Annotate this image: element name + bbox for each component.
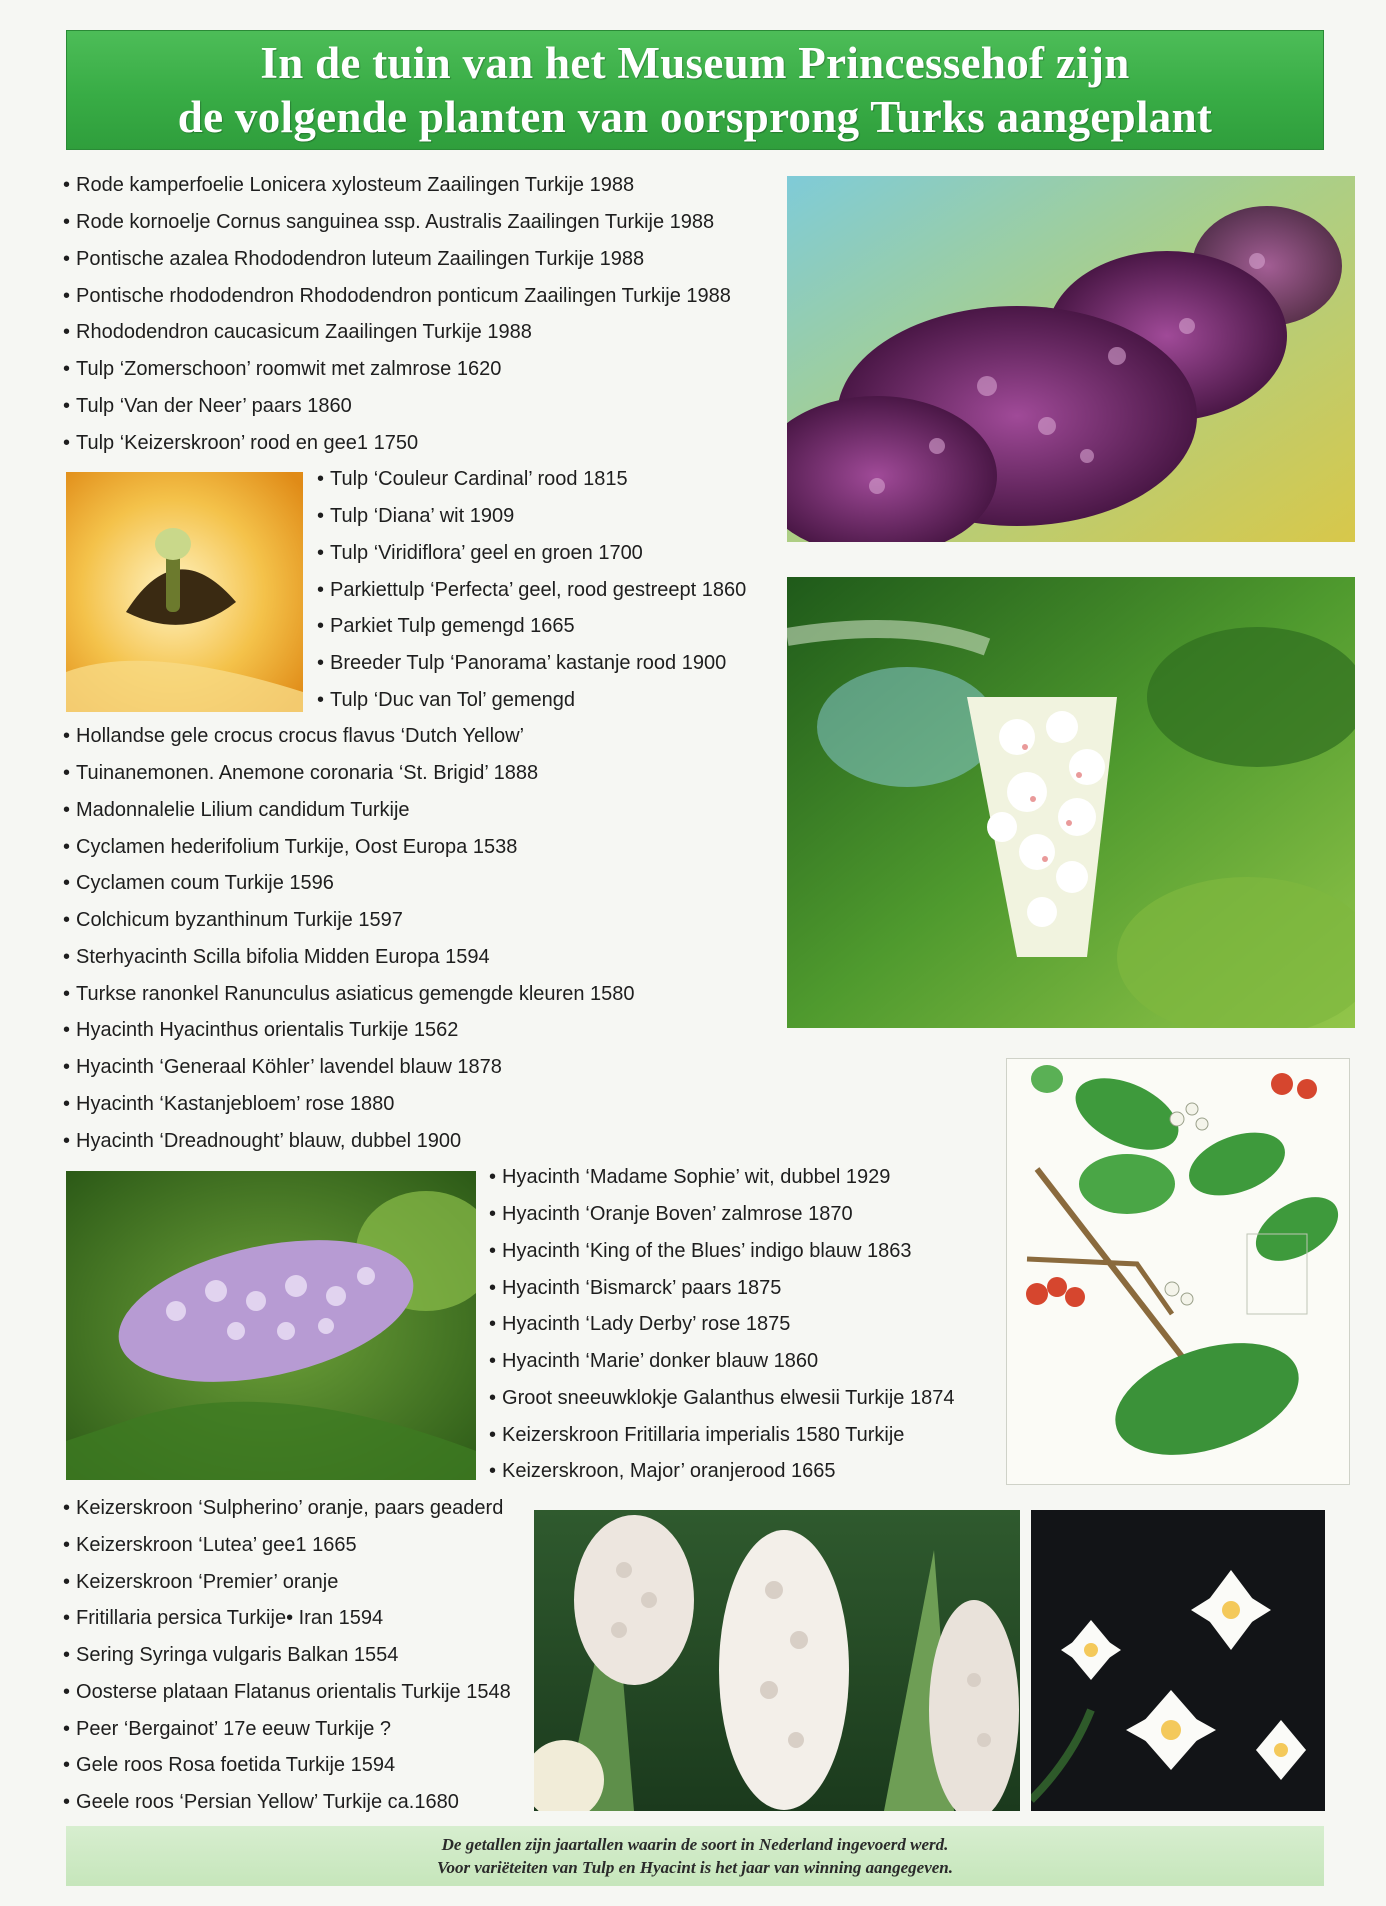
plant-item: • Hyacinth ‘Dreadnought’ blauw, dubbel 1900 <box>63 1129 461 1153</box>
plant-item: • Parkiet Tulp gemengd 1665 <box>317 614 575 638</box>
plant-item: • Keizerskroon, Major’ oranjerood 1665 <box>489 1459 836 1483</box>
plant-item: • Sering Syringa vulgaris Balkan 1554 <box>63 1643 398 1667</box>
plant-item: • Tulp ‘Keizerskroon’ rood en gee1 1750 <box>63 431 418 455</box>
plant-item: • Tulp ‘Viridiflora’ geel en groen 1700 <box>317 541 643 565</box>
plant-item: • Sterhyacinth Scilla bifolia Midden Europa 1594 <box>63 945 490 969</box>
plant-item: • Turkse ranonkel Ranunculus asiaticus gemengde kleuren 1580 <box>63 982 635 1006</box>
plant-item: • Tulp ‘Couleur Cardinal’ rood 1815 <box>317 467 628 491</box>
plant-item: • Rode kornoelje Cornus sanguinea ssp. Australis Zaailingen Turkije 1988 <box>63 210 714 234</box>
plant-item: • Cyclamen coum Turkije 1596 <box>63 871 334 895</box>
botanical-illustration <box>1007 1059 1349 1484</box>
plant-item: • Gele roos Rosa foetida Turkije 1594 <box>63 1753 395 1777</box>
plant-item: • Hyacinth ‘Bismarck’ paars 1875 <box>489 1276 781 1300</box>
page-title-line-2: de volgende planten van oorsprong Turks aangeplant <box>177 92 1213 142</box>
plant-item: • Pontische rhododendron Rhododendron ponticum Zaailingen Turkije 1988 <box>63 284 731 308</box>
footer-note <box>66 1826 1324 1886</box>
title-banner <box>66 30 1324 150</box>
plant-item: • Keizerskroon ‘Premier’ oranje <box>63 1570 338 1594</box>
plant-item: • Hyacinth ‘Marie’ donker blauw 1860 <box>489 1349 818 1373</box>
plant-item: • Tulp ‘Zomerschoon’ roomwit met zalmrose 1620 <box>63 357 501 381</box>
plant-item: • Colchicum byzanthinum Turkije 1597 <box>63 908 403 932</box>
lilac-pale-photo <box>66 1171 476 1480</box>
footer-note-line-1: De getallen zijn jaartallen waarin de soort in Nederland ingevoerd werd. <box>441 1835 949 1854</box>
plant-item: • Groot sneeuwklokje Galanthus elwesii Turkije 1874 <box>489 1386 954 1410</box>
plant-item: • Cyclamen hederifolium Turkije, Oost Europa 1538 <box>63 835 517 859</box>
plant-item: • Rhododendron caucasicum Zaailingen Turkije 1988 <box>63 320 532 344</box>
white-narcissus-photo <box>1031 1510 1325 1811</box>
plant-item: • Hyacinth ‘Lady Derby’ rose 1875 <box>489 1312 790 1336</box>
plant-item: • Parkiettulp ‘Perfecta’ geel, rood gestreept 1860 <box>317 578 746 602</box>
plant-item: • Hyacinth ‘Oranje Boven’ zalmrose 1870 <box>489 1202 853 1226</box>
plant-item: • Breeder Tulp ‘Panorama’ kastanje rood 1900 <box>317 651 726 675</box>
plant-item: • Keizerskroon Fritillaria imperialis 1580 Turkije <box>489 1423 904 1447</box>
plant-item: • Oosterse plataan Flatanus orientalis Turkije 1548 <box>63 1680 511 1704</box>
plant-item: • Madonnalelie Lilium candidum Turkije <box>63 798 410 822</box>
footer-note-line-2: Voor variëteiten van Tulp en Hyacint is het jaar van winning aangegeven. <box>436 1858 953 1877</box>
plant-item: • Hyacinth Hyacinthus orientalis Turkije 1562 <box>63 1018 458 1042</box>
plant-item: • Keizerskroon ‘Lutea’ gee1 1665 <box>63 1533 357 1557</box>
plant-item: • Geele roos ‘Persian Yellow’ Turkije ca.1680 <box>63 1790 459 1814</box>
plant-item: • Hyacinth ‘Kastanjebloem’ rose 1880 <box>63 1092 394 1116</box>
plant-item: • Hollandse gele crocus crocus flavus ‘Dutch Yellow’ <box>63 724 524 748</box>
plant-item: • Peer ‘Bergainot’ 17e eeuw Turkije ? <box>63 1717 391 1741</box>
tulip-closeup-photo <box>66 472 303 712</box>
chestnut-blossom-photo <box>787 577 1355 1028</box>
plant-item: • Keizerskroon ‘Sulpherino’ oranje, paars geaderd <box>63 1496 503 1520</box>
plant-item: • Fritillaria persica Turkije• Iran 1594 <box>63 1606 383 1630</box>
plant-item: • Hyacinth ‘King of the Blues’ indigo blauw 1863 <box>489 1239 912 1263</box>
page-title-line-1: In de tuin van het Museum Princessehof zijn <box>260 38 1130 88</box>
white-hyacinth-photo <box>534 1510 1020 1811</box>
plant-item: • Rode kamperfoelie Lonicera xylosteum Zaailingen Turkije 1988 <box>63 173 634 197</box>
plant-item: • Tuinanemonen. Anemone coronaria ‘St. Brigid’ 1888 <box>63 761 538 785</box>
plant-item: • Hyacinth ‘Madame Sophie’ wit, dubbel 1929 <box>489 1165 890 1189</box>
lilac-purple-photo <box>787 176 1355 542</box>
plant-item: • Tulp ‘Van der Neer’ paars 1860 <box>63 394 352 418</box>
plant-item: • Tulp ‘Diana’ wit 1909 <box>317 504 514 528</box>
plant-item: • Pontische azalea Rhododendron luteum Zaailingen Turkije 1988 <box>63 247 644 271</box>
plant-item: • Hyacinth ‘Generaal Köhler’ lavendel blauw 1878 <box>63 1055 502 1079</box>
plant-item: • Tulp ‘Duc van Tol’ gemengd <box>317 688 575 712</box>
